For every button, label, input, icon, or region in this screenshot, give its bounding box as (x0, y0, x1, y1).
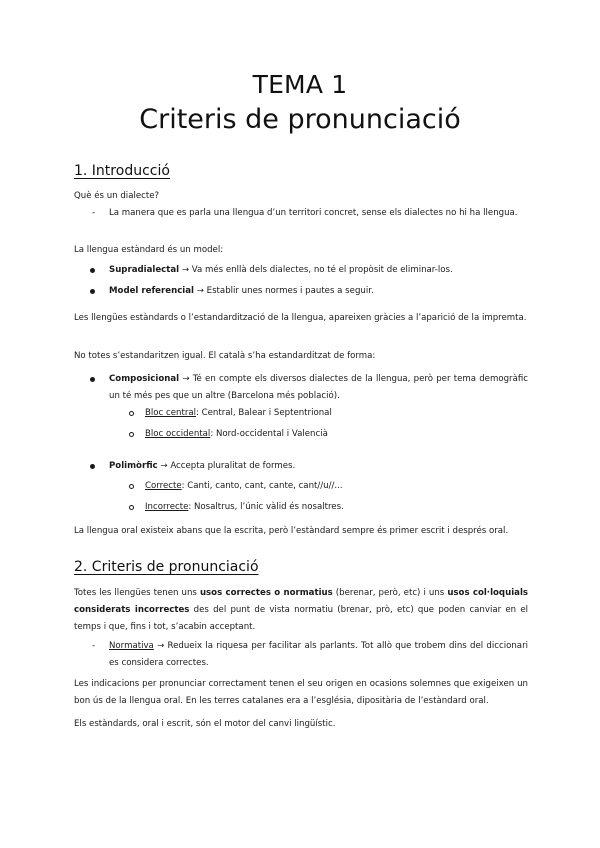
section-heading-criteris: 2. Criteris de pronunciació (74, 559, 259, 575)
bullet-dot (90, 268, 95, 273)
list-item-polimorfic: Polimòrfic → Accepta pluralitat de formes. (109, 461, 296, 471)
sub-item-bloc-central: Bloc central: Central, Balear i Septentrional (145, 408, 332, 418)
paragraph-oral: La llengua oral existeix abans que la escrita, però l’estàndard sempre és primer escrit i després oral. (74, 526, 509, 536)
paragraph-impremta: Les llengües estàndards o l’estandardització de la llengua, apareixen gràcies a l’aparició de la impremta. (74, 313, 527, 323)
bullet-dot (90, 289, 95, 294)
bullet-dot (90, 377, 95, 382)
page-title: TEMA 1 (252, 70, 348, 99)
paragraph-model: La llengua estàndard és un model: (74, 245, 224, 255)
dash-bullet: - (92, 641, 96, 651)
page-subtitle: Criteris de pronunciació (139, 104, 461, 135)
paragraph-indicacions: Les indicacions per pronunciar correctament tenen el seu origen en ocasions solemnes que exigeixen un bon ús de la llengua oral. En les terres catalanes era a l’església, dipositària de l’estàndard oral. (74, 679, 528, 706)
sub-bullet-ring (129, 432, 134, 437)
dash-bullet: - (92, 208, 96, 218)
list-item-model-referencial: Model referencial → Establir unes normes i pautes a seguir. (109, 286, 374, 296)
list-item-supradialectal: Supradialectal → Va més enllà dels dialectes, no té el propòsit de eliminar-los. (109, 265, 453, 275)
section-heading-introduccio: 1. Introducció (74, 163, 170, 179)
answer-dialecte: La manera que es parla una llengua d’un territori concret, sense els dialectes no hi ha llengua. (109, 208, 518, 218)
sub-bullet-ring (129, 505, 134, 510)
sub-bullet-ring (129, 411, 134, 416)
sub-bullet-ring (129, 484, 134, 489)
list-item-normativa: Normativa → Redueix la riquesa per facilitar als parlants. Tot allò que trobem dins del diccionari es considera correctes. (109, 641, 528, 668)
paragraph-estandards: Els estàndards, oral i escrit, són el motor del canvi lingüístic. (74, 719, 336, 729)
question-dialecte: Què és un dialecte? (74, 191, 160, 201)
paragraph-forma: No totes s’estandaritzen igual. El català s’ha estandarditzat de forma: (74, 351, 376, 361)
bullet-dot (90, 464, 95, 469)
paragraph-usos: Totes les llengües tenen uns usos correctes o normatius (berenar, però, etc) i uns usos col·loquials considerats incorrectes des del punt de vista normatiu (brenar, prò, etc) que poden canviar en el temps i que, fins i tot, s’acabin acceptant. (74, 588, 529, 632)
list-item-composicional: Composicional → Té en compte els diversos dialectes de la llengua, però per tema demogràfic un té més pes que un altre (Barcelona més població). (109, 374, 528, 401)
sub-item-correcte: Correcte: Canti, canto, cant, cante, cant//u//... (145, 481, 343, 491)
title-block (0, 70, 600, 138)
sub-item-incorrecte: Incorrecte: Nosaltrus, l’únic vàlid és nosaltres. (145, 502, 344, 512)
sub-item-bloc-occidental: Bloc occidental: Nord-occidental i Valencià (145, 429, 328, 439)
